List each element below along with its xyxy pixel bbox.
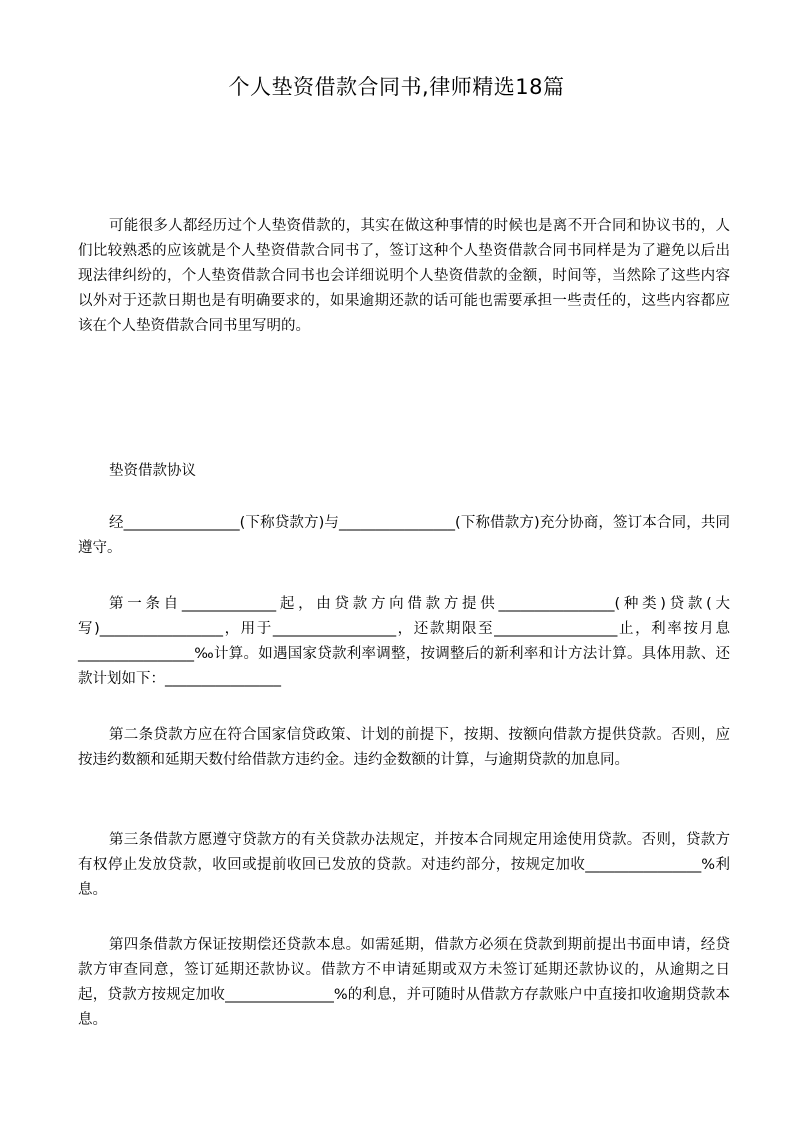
article-3-paragraph: 第三条借款方愿遵守贷款方的有关贷款办法规定，并按本合同规定用途使用贷款。否则，贷款方有权停止发放贷款，收回或提前收回已发放的贷款。对违约部分，按规定加收________________%利息。 [78, 832, 730, 898]
agreement-heading: 垫资借款协议 [109, 463, 196, 479]
article-4-paragraph: 第四条借款方保证按期偿还贷款本息。如需延期，借款方必须在贷款到期前提出书面申请，经贷款方审查同意，签订延期还款协议。借款方不申请延期或双方未签订延期还款协议的，从逾期之日起，贷款方按规定加收_______________%的利息，并可随时从借款方存款账户中直接扣收逾期贷款本息。 [78, 937, 730, 1028]
parties-paragraph: 经________________(下称贷款方)与________________(下称借款方)充分协商，签订本合同，共同遵守。 [78, 515, 730, 556]
article-1-paragraph: 第一条自_____________起，由贷款方向借款方提供________________(种类)贷款(大写)_________________，用于_________________，还款期限至_________________止，利率按月息________________‰计算。如遇国家贷款利率调整，按调整后的新利率和计方法计算。具体用款、还款计划如下：________________ [78, 596, 730, 687]
document-title: 个人垫资借款合同书,律师精选18篇 [228, 75, 565, 99]
intro-paragraph: 可能很多人都经历过个人垫资借款的，其实在做这种事情的时候也是离不开合同和协议书的，人们比较熟悉的应该就是个人垫资借款合同书了，签订这种个人垫资借款合同书同样是为了避免以后出现法律纠纷的，个人垫资借款合同书也会详细说明个人垫资借款的金额，时间等，当然除了这些内容以外对于还款日期也是有明确要求的，如果逾期还款的话可能也需要承担一些责任的，这些内容都应该在个人垫资借款合同书里写明的。 [78, 218, 730, 334]
article-2-paragraph: 第二条贷款方应在符合国家信贷政策、计划的前提下，按期、按额向借款方提供贷款。否则，应按违约数额和延期天数付给借款方违约金。违约金数额的计算，与逾期贷款的加息同。 [78, 727, 730, 768]
